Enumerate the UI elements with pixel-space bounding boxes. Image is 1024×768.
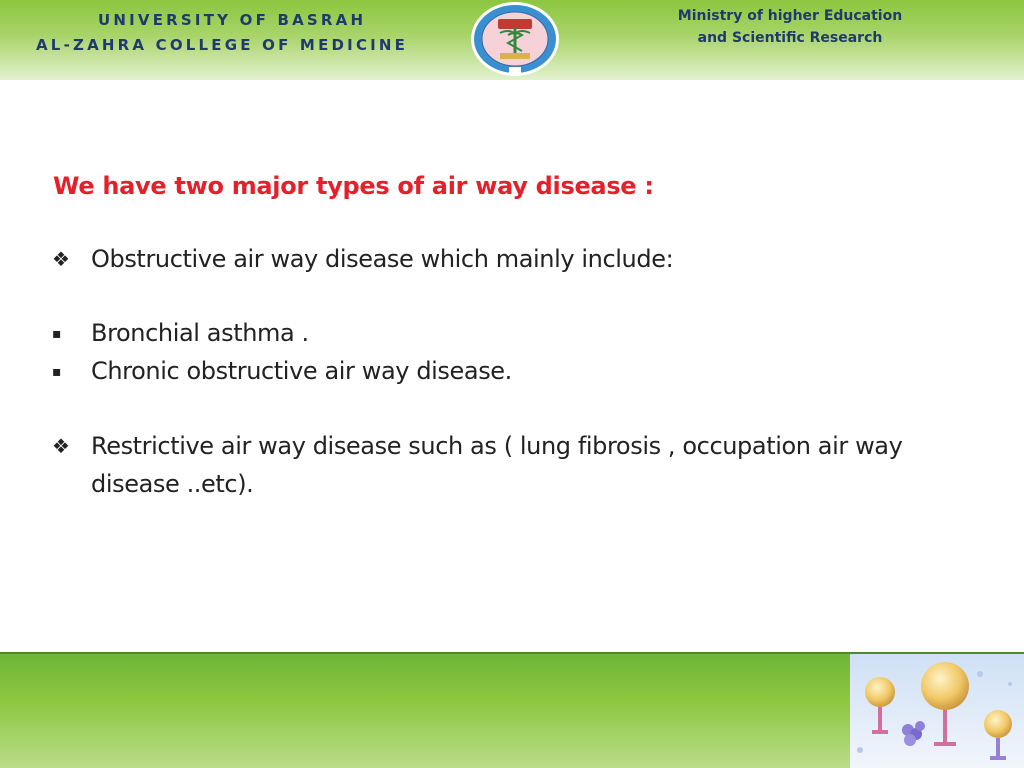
list-item — [52, 427, 932, 503]
list-item-text: Obstructive air way disease which mainly include: — [91, 245, 674, 273]
list-item-text: Bronchial asthma . — [91, 319, 309, 347]
ministry-line-2: and Scientific Research — [697, 30, 883, 46]
list-item — [52, 352, 932, 390]
list-item — [52, 240, 932, 278]
university-name-block — [36, 8, 408, 58]
square-bullet-icon: ▪ — [52, 364, 62, 380]
slide-title: We have two major types of air way disease : — [53, 172, 654, 200]
ministry-line-1: Ministry of higher Education — [677, 8, 903, 24]
list-item — [52, 314, 932, 352]
diamond-bullet-icon: ❖ — [52, 434, 70, 458]
college-seal-icon — [470, 1, 560, 77]
molecular-illustration-icon — [850, 654, 1024, 768]
footer-banner — [0, 652, 1024, 768]
slide-content — [0, 80, 1024, 652]
square-bullet-icon: ▪ — [52, 326, 62, 342]
diamond-bullet-icon: ❖ — [52, 247, 70, 271]
list-item-text: Restrictive air way disease such as ( lung fibrosis , occupation air way disease ..etc). — [91, 432, 903, 498]
list-item-text: Chronic obstructive air way disease. — [91, 357, 512, 385]
header-banner — [0, 0, 1024, 80]
university-name: UNIVERSITY OF BASRAH — [98, 11, 367, 29]
ministry-name — [640, 5, 940, 49]
college-name: AL-ZAHRA COLLEGE OF MEDICINE — [36, 36, 409, 54]
